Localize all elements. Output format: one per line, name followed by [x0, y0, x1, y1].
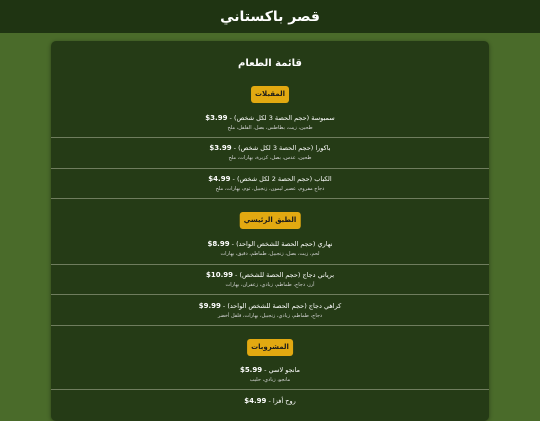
item-line: برياني دجاج (حجم الحصة للشخص) - 10.99$ — [205, 271, 335, 279]
menu-item — [51, 145, 489, 161]
item-line: سمبوسة (حجم الحصة 3 لكل شخص) - 3.99$ — [205, 114, 335, 122]
item-description: دجاج مفروم، عصير ليمون، زنجبيل، ثوم، بهارات، ملح — [215, 186, 325, 192]
menu-title: قائمة الطعام — [238, 58, 302, 69]
menu-panel — [51, 41, 489, 421]
item-description: أرز، دجاج، طماطم، زبادي، زعفران، بهارات — [225, 282, 315, 288]
section-badge-drinks[interactable]: المشروبات — [247, 339, 293, 356]
divider — [51, 294, 489, 295]
menu-item — [51, 176, 489, 192]
item-description: طحين، زيت، بطاطس، بصل، الفلفل، ملح — [227, 125, 313, 131]
menu-item — [51, 367, 489, 383]
item-description: مانجو، زبادي، حليب — [249, 377, 291, 383]
divider — [51, 137, 489, 138]
item-price: 3.99$ — [205, 114, 228, 122]
item-name: سمبوسة (حجم الحصة 3 لكل شخص) — [233, 114, 335, 122]
item-line: نهاري (حجم الحصة للشخص الواحد) - 8.99$ — [207, 240, 333, 248]
menu-item — [51, 303, 489, 319]
divider — [51, 198, 489, 199]
section-badge-appetizers[interactable]: المقبلات — [251, 86, 289, 103]
item-description: طحين، عدس، بصل، كزبرة، بهارات، ملح — [228, 155, 312, 161]
item-price: 10.99$ — [205, 271, 233, 279]
menu-item — [51, 115, 489, 131]
site-title: قصر باكستاني — [220, 8, 320, 25]
item-name: مانجو لاسي — [268, 366, 301, 374]
divider — [51, 168, 489, 169]
item-line: روح أفزا - 4.99$ — [244, 397, 296, 405]
item-line: مانجو لاسي - 5.99$ — [239, 366, 301, 374]
item-name: برياني دجاج (حجم الحصة للشخص) — [239, 271, 335, 279]
item-description: دجاج، طماطم، زبادي، زنجبيل، بهارات، فلفل أخضر — [217, 313, 323, 319]
menu-item — [51, 272, 489, 288]
item-price: 9.99$ — [198, 302, 221, 310]
item-price: 4.99$ — [244, 397, 267, 405]
divider — [51, 389, 489, 390]
item-line: باكورا (حجم الحصة 3 لكل شخص) - 3.99$ — [209, 144, 331, 152]
divider — [51, 264, 489, 265]
item-line: كراهي دجاج (حجم الحصة للشخص الواحد) - 9.99$ — [198, 302, 342, 310]
item-name: نهاري (حجم الحصة للشخص الواحد) — [236, 240, 333, 248]
item-name: كراهي دجاج (حجم الحصة للشخص الواحد) — [227, 302, 342, 310]
item-line: الكباب (حجم الحصة 2 لكل شخص) - 4.99$ — [208, 175, 332, 183]
item-price: 8.99$ — [207, 240, 230, 248]
item-name: الكباب (حجم الحصة 2 لكل شخص) — [236, 175, 332, 183]
item-price: 5.99$ — [239, 366, 263, 374]
menu-item — [51, 241, 489, 257]
item-description: لحم، زيت، بصل، زنجبيل، طماطم، دقيق، بهارات — [220, 251, 320, 257]
item-name: روح أفزا — [272, 397, 296, 405]
divider — [51, 325, 489, 326]
menu-item — [51, 398, 489, 405]
app-header — [0, 0, 540, 33]
item-name: باكورا (حجم الحصة 3 لكل شخص) — [238, 144, 331, 152]
item-price: 4.99$ — [208, 175, 231, 183]
section-badge-main-course[interactable]: الطبق الرئيسي — [240, 212, 301, 229]
item-price: 3.99$ — [209, 144, 232, 152]
